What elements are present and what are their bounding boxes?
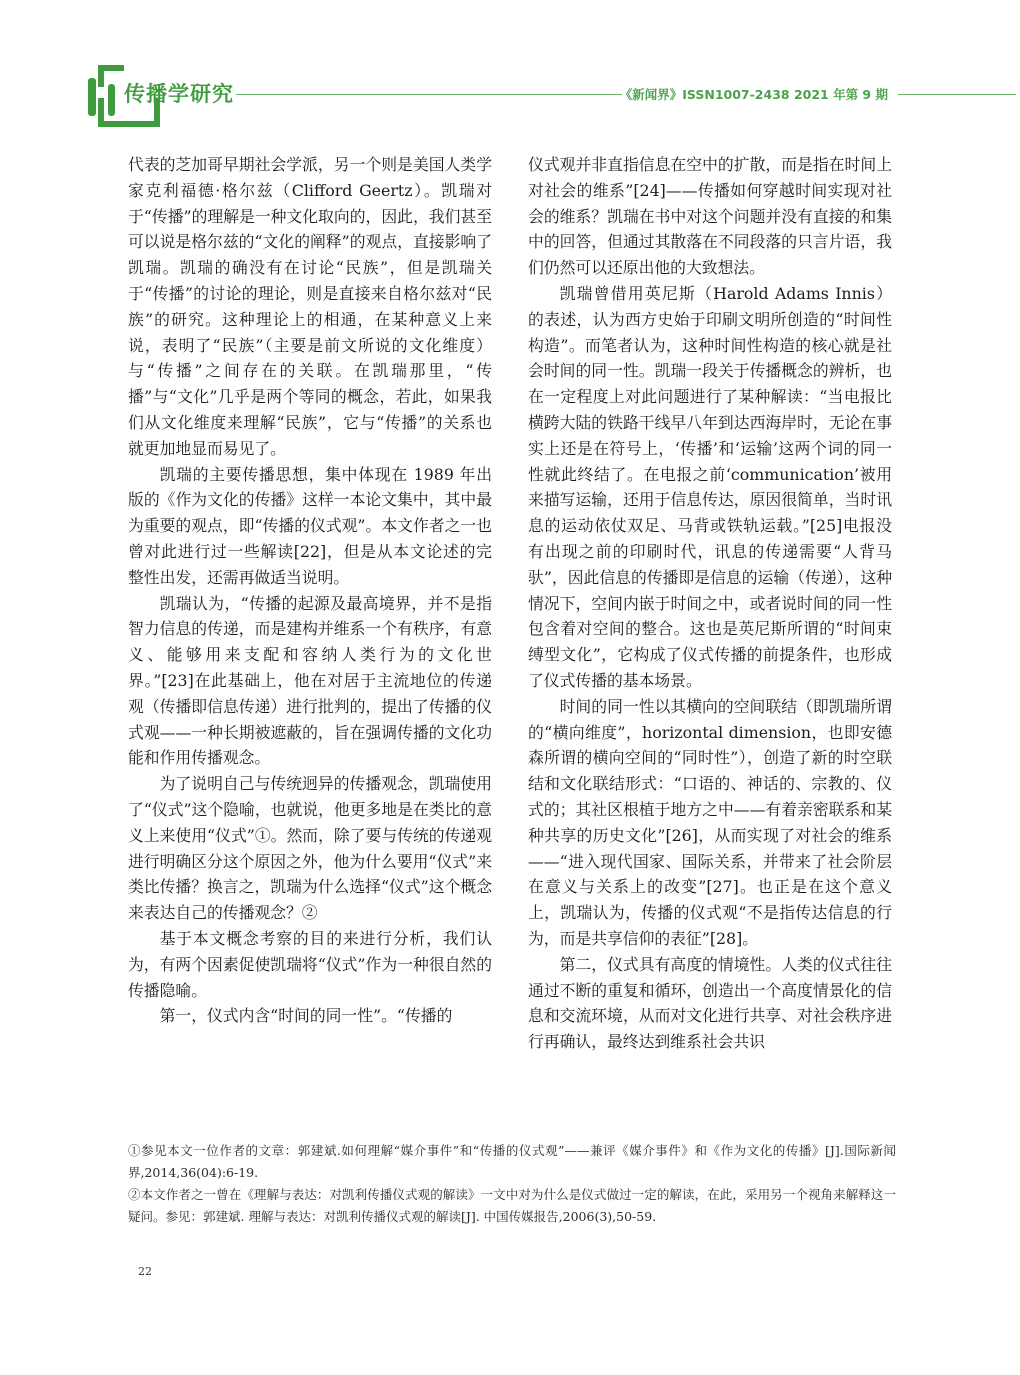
paragraph: 第一，仪式内含“时间的同一性”。“传播的	[159, 1006, 453, 1026]
page-number: 22	[138, 1265, 152, 1278]
header-rule-right	[898, 94, 1016, 95]
right-column	[528, 152, 892, 1055]
footnote: ①参见本文一位作者的文章：郭建斌.如何理解“媒介事件”和“传播的仪式观”——兼评《媒介事件》和《作为文化的传播》[J].国际新闻界,2014,36(04):6-19.	[128, 1143, 896, 1180]
footnotes	[128, 1140, 896, 1228]
left-column	[128, 152, 492, 1029]
paragraph: 仪式观并非直指信息在空中的扩散，而是指在时间上对社会的维系”[24]——传播如何穿越时间实现对社会的维系？凯瑞在书中对这个问题并没有直接的和集中的回答，但通过其散落在不同段落的只言片语，我们仍然可以还原出他的大致想法。	[528, 155, 892, 278]
journal-info: 《新闻界》ISSN1007-2438 2021 年第 9 期	[619, 87, 888, 102]
footnote: ②本文作者之一曾在《理解与表达：对凯利传播仪式观的解读》一文中对为什么是仪式做过一定的解读，在此，采用另一个视角来解释这一疑问。参见：郭建斌. 理解与表达：对凯利传播仪式观的解读[J]. 中国传媒报告,2006(3),50-59.	[128, 1187, 896, 1224]
paragraph: 代表的芝加哥早期社会学派，另一个则是美国人类学家克利福德·格尔兹（Clifford Geertz）。凯瑞对于“传播”的理解是一种文化取向的，因此，我们甚至可以说是格尔兹的“文化的阐释”的观点，直接影响了凯瑞。凯瑞的确没有在讨论“民族”，但是凯瑞关于“传播”的讨论的理论，则是直接来自格尔兹对“民族”的研究。这种理论上的相通，在某种意义上来说，表明了“民族”（主要是前文所说的文化维度）与“传播”之间存在的关联。在凯瑞那里，“传播”与“文化”几乎是两个等同的概念，若此，如果我们从文化维度来理解“民族”，它与“传播”的关系也就更加地显而易见了。	[128, 155, 492, 458]
paragraph: 为了说明自己与传统迥异的传播观念，凯瑞使用了“仪式”这个隐喻，也就说，他更多地是在类比的意义上来使用“仪式”①。然而，除了要与传统的传递观进行明确区分这个原因之外，他为什么要用“仪式”来类比传播？换言之，凯瑞为什么选择“仪式”这个概念来表达自己的传播观念？②	[128, 774, 492, 923]
section-title: 传播学研究	[124, 82, 234, 106]
paragraph: 凯瑞认为，“传播的起源及最高境界，并不是指智力信息的传递，而是建构并维系一个有秩序，有意义、能够用来支配和容纳人类行为的文化世界。”[23]在此基础上，他在对居于主流地位的传递观（传播即信息传递）进行批判的，提出了传播的仪式观——一种长期被遮蔽的，旨在强调传播的文化功能和作用传播观念。	[128, 593, 492, 768]
header-rule-left	[236, 94, 622, 95]
paragraph: 凯瑞曾借用英尼斯（Harold Adams Innis）的表述，认为西方史始于印刷文明所创造的“时间性构造”。而笔者认为，这种时间性构造的核心就是社会时间的同一性。凯瑞一段关于传播概念的辨析，也在一定程度上对此问题进行了某种解读：“当电报比横跨大陆的铁路干线早八年到达西海岸时，无论在事实上还是在符号上，‘传播’和‘运输’这两个词的同一性就此终结了。在电报之前‘communication’被用来描写运输，还用于信息传达，原因很简单，当时讯息的运动依仗双足、马背或铁轨运载。”[25]电报没有出现之前的印刷时代，讯息的传递需要“人背马驮”，因此信息的传播即是信息的运输（传递），这种情况下，空间内嵌于时间之中，或者说时间的同一性包含着对空间的整合。这也是英尼斯所谓的“时间束缚型文化”，它构成了仪式传播的前提条件，也形成了仪式传播的基本场景。	[528, 283, 892, 690]
paragraph: 时间的同一性以其横向的空间联结（即凯瑞所谓的“横向维度”，horizontal dimension，也即安德森所谓的横向空间的“同时性”），创造了新的时空联结和文化联结形式：“口语的、神话的、宗教的、仪式的；其社区根植于地方之中——有着亲密联系和某种共享的历史文化”[26]，从而实现了对社会的维系——“进入现代国家、国际关系，并带来了社会阶层在意义与关系上的改变”[27]。也正是在这个意义上，凯瑞认为，传播的仪式观“不是指传达信息的行为，而是共享信仰的表征”[28]。	[528, 696, 892, 948]
paragraph: 第二，仪式具有高度的情境性。人类的仪式往往通过不断的重复和循环，创造出一个高度情景化的信息和交流环境，从而对文化进行共享、对社会秩序进行再确认，最终达到维系社会共识	[528, 954, 892, 1052]
paragraph: 凯瑞的主要传播思想，集中体现在 1989 年出版的《作为文化的传播》这样一本论文集中，其中最为重要的观点，即“传播的仪式观”。本文作者之一也曾对此进行过一些解读[22]，但是从本文论述的完整性出发，还需再做适当说明。	[128, 464, 492, 587]
paragraph: 基于本文概念考察的目的来进行分析，我们认为，有两个因素促使凯瑞将“仪式”作为一种很自然的传播隐喻。	[128, 928, 492, 1000]
